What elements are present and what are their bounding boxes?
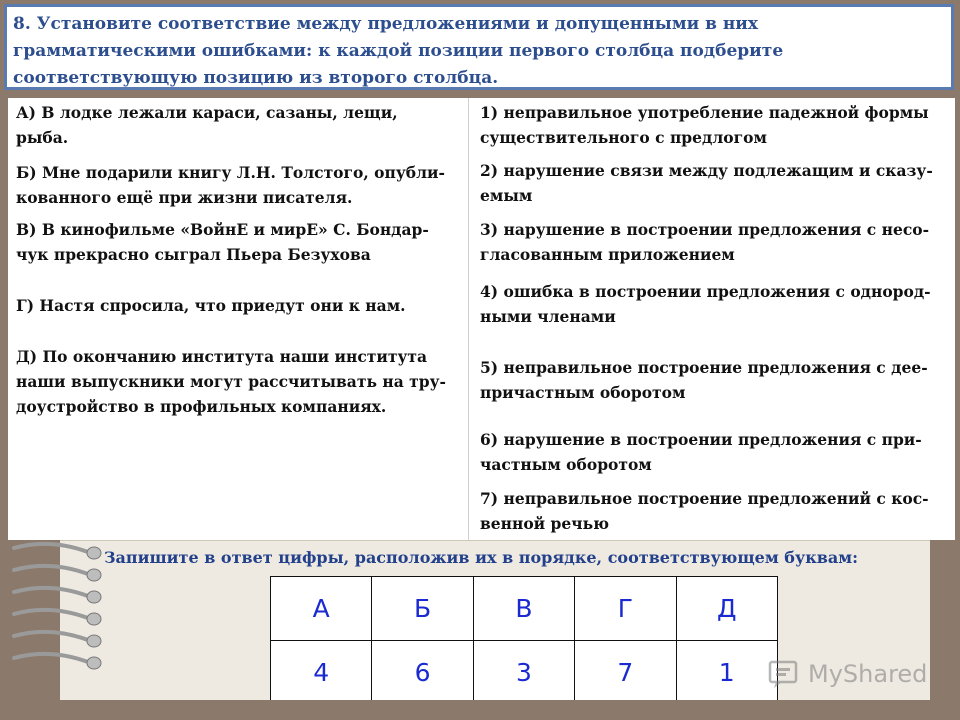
sentence-c xyxy=(16,217,460,267)
answer-letter: Б xyxy=(372,577,473,641)
matching-table xyxy=(8,98,955,540)
sentence-e xyxy=(16,344,460,419)
answer-letter: Д xyxy=(676,577,777,641)
sentence-e-line-2: наши выпускники могут рассчитывать на тру- xyxy=(16,372,446,391)
sentence-b-line-1: Б) Мне подарили книгу Л.Н. Толстого, опубли- xyxy=(16,163,445,182)
sentence-b-line-2: кованного ещё при жизни писателя. xyxy=(16,188,353,207)
error-3-line-2: гласованным приложением xyxy=(480,245,735,264)
error-2 xyxy=(480,158,948,208)
myshared-logo-icon xyxy=(768,659,802,689)
bottom-bar xyxy=(0,700,960,720)
answer-digit[interactable]: 1 xyxy=(676,641,777,705)
sentence-d-line-1: Г) Настя спросила, что приедут они к нам. xyxy=(16,296,406,315)
answer-digit[interactable]: 3 xyxy=(473,641,574,705)
error-5 xyxy=(480,355,948,405)
sentence-b xyxy=(16,160,460,210)
error-4 xyxy=(480,279,948,329)
watermark-text: MyShared xyxy=(808,660,928,688)
answer-digits-row xyxy=(271,641,778,705)
error-1-line-2: существительного с предлогом xyxy=(480,128,767,147)
sentence-e-line-3: доустройство в профильных компаниях. xyxy=(16,397,387,416)
error-6 xyxy=(480,427,948,477)
answer-instruction: Запишите в ответ цифры, расположив их в порядке, соответствующем буквам: xyxy=(104,548,859,567)
answer-digit[interactable]: 4 xyxy=(271,641,372,705)
error-4-line-2: ными членами xyxy=(480,307,616,326)
error-6-line-1: 6) нарушение в построении предложения с при- xyxy=(480,430,922,449)
error-1-line-1: 1) неправильное употребление падежной формы xyxy=(480,103,929,122)
sentence-c-line-2: чук прекрасно сыграл Пьера Безухова xyxy=(16,245,371,264)
answer-letter: А xyxy=(271,577,372,641)
sentence-e-line-1: Д) По окончанию института наши института xyxy=(16,347,428,366)
error-2-line-2: емым xyxy=(480,186,533,205)
error-7-line-2: венной речью xyxy=(480,514,610,533)
error-3-line-1: 3) нарушение в построении предложения с несо- xyxy=(480,220,930,239)
error-1 xyxy=(480,100,948,150)
sentence-a-line-1: А) В лодке лежали караси, сазаны, лещи, xyxy=(16,103,398,122)
column-divider xyxy=(468,98,469,540)
watermark xyxy=(768,654,938,694)
sentence-d xyxy=(16,293,460,318)
error-5-line-2: причастным оборотом xyxy=(480,383,686,402)
sentence-a-line-2: рыба. xyxy=(16,128,69,147)
error-2-line-1: 2) нарушение связи между подлежащим и сказу- xyxy=(480,161,933,180)
answer-letters-row xyxy=(271,577,778,641)
error-5-line-1: 5) неправильное построение предложения с дее- xyxy=(480,358,928,377)
answer-digit[interactable]: 7 xyxy=(575,641,676,705)
task-header xyxy=(4,4,954,90)
spiral-rings-icon xyxy=(10,538,110,708)
error-3 xyxy=(480,217,948,267)
error-4-line-1: 4) ошибка в построении предложения с однород- xyxy=(480,282,931,301)
answer-letter: Г xyxy=(575,577,676,641)
answer-letter: В xyxy=(473,577,574,641)
sentence-c-line-1: В) В кинофильме «ВойнЕ и мирЕ» С. Бондар- xyxy=(16,220,429,239)
answer-digit[interactable]: 6 xyxy=(372,641,473,705)
error-7 xyxy=(480,486,948,536)
answer-grid xyxy=(270,576,778,705)
task-title: 8. Установите соответствие между предложениями и допущенными в них грамматическими ошибками: к каждой позиции первого столбца подберите соответствующую позицию из второго столбца. xyxy=(13,14,784,88)
error-7-line-1: 7) неправильное построение предложений с кос- xyxy=(480,489,929,508)
sentence-a xyxy=(16,100,460,150)
error-6-line-2: частным оборотом xyxy=(480,455,652,474)
